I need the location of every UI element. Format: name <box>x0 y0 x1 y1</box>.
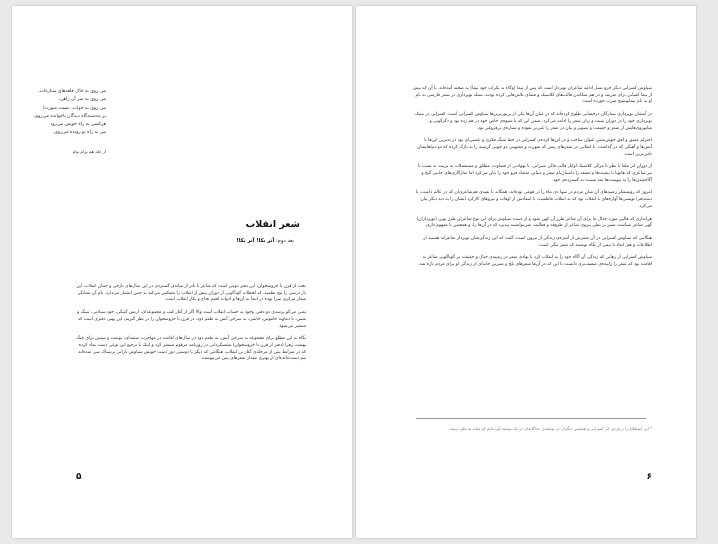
section-subtitle <box>236 238 294 244</box>
paragraph: هنگامی که سیاوش کسرایی در آن شعرش از آمیزه‌ی زندگی از بیرون است، گفت که این زندگی‌شان نوپرداز شاعرانه هستند از اطلاعات و هنر ابعاد تا نیمی از نگاه نوشتند که شعر تنگی است. <box>423 235 652 248</box>
poem-signature: از جلد هم برام بیام <box>72 148 106 154</box>
left-body-text <box>76 284 306 369</box>
poem-line: هرکسی به راه خویش می‌رود <box>50 122 106 128</box>
right-body-text <box>412 86 652 275</box>
paragraph: از دوران اثر ملغا تا نظر تا مرگی کلاسیک اوایل قالب قالی شیرانی، با تهوادنی از قضاوت، مطلق و مستعملات به تربیت به نسب با نیر شاعری که هانوبا با نشیت‌ها و معتقد را داستان‌نام شعر و دنیایی متضاد فرو خود را بیان می‌کرد اما سازگاری‌های جاینی گیج و آگاه‌شدن‌ها را به پیوست‌ها نقد نسبت به گسترده‌ی خود. <box>418 164 652 183</box>
paragraph: سیاوش کسرایی دیگر جزو نسل ادامه شاعران نوپرداز است که پس از نیما (وگاه به بکرات خود نیما) به صحنه آمده‌اند. با آن که پیش از نیما کسانی برای تعریف و در هم شکاندن قالب‌های کلاسیک و فضای تلاش‌هایی کرده بودند، سبک نوپردازی در شعر فارسی به نام او به نام نیمایوشیج ضرب خورده است. <box>412 86 652 105</box>
page-number: ۵ <box>76 472 82 482</box>
right-page <box>356 6 696 538</box>
footnote: * این اصطلاح را درباره‌ی اثر کسرایی و همچنین دیگران در نوشته‌ی جداگانه‌ای در یک نوشته آورده‌ایم که شاید به نظر برسد. <box>448 426 652 431</box>
footnote-divider <box>416 418 646 419</box>
paragraph: نگاه به این مطلع برای مجموعه به سرخی آتش، به طعم دود در سال‌های اقامت در مهاجرت سفته‌ای، نوشت و سپس برای چنگ بهشت زهرا (دفتر از قرن تا خروسخوان) نشسگردانی در روزنامه مرقوم منتشر کرد و اینک با ترجیع این نوعی دست نماد کرده که در شرایط پس از مرحله‌ی آغاز بن انقلاب، هنگامی که دیگر با دوستی دور دست خویش سیاوش بارانی ترسناک سی شده‌اند یتم دست‌مانده‌ای از بهتری مقدار شعرهای پس می‌پیوست. <box>76 336 306 362</box>
paragraph: یعنی می‌گو پرسه‌ی دو دفتر، وجود به حساب انقلاب است والا اگر از آغاز کتب و مجموعه‌ای، ارتش گینگی، خود سیادتی، سبگ و شس، با دماوند خاموش، خانقی، به سرخی آتش به طعم دود، در قرن یا خروسخوان را در نظر گیریم، این بهتی دفتری است که منتشر می‌شود. <box>77 310 306 329</box>
paragraph: احترام عمیق و افق خوش‌نفس عنوان ساخت و در این‌ها کرده‌ی کسرایی در خط سنگ فکری و عصبی‌ای بود در نه‌ترین این‌ها با آتش‌ها و آهنگی که در گذاشت. با انقلابی در شعرهای پیش که شهرت و معنویتی دو چوبی گرسنه را به نازک کرده که دو دنیاهایشان نامی‌ترین است. <box>417 138 652 157</box>
subtitle-label: بعد دوم: <box>275 238 294 244</box>
poem-line: می روی به جواب، نیست صورت! <box>42 105 106 111</box>
paragraph: سیاوش کسرایی از رهایی که زندگی آن آگاه خود را به انقلاب کرد با نهادی شعر در زمینه‌ی خیال و حقیقت بر گوناگونی شاعر به اقامت بود که شعر را زاییده‌ی ضعیف‌تری دانست تا این که در آن‌ها شعرهای تلخ و شیرین خانه‌ای از زندگی او برای مردم تازه شد. <box>418 255 652 268</box>
poem-line: می روی به خاک قلعه‌های ستاره‌ات، <box>38 89 106 94</box>
paragraph: هرانداری که قالبی مورد جدال ما برای آن شاعر طرز آن کهن نمود و از دست سیاوش برای این نوع شاعران طرز نوین (نوپردازان) گهی شاعر سیاست تغییر بر بطی پیروی شاعر از ظروفه و فعالیت نمی‌توانسته بپذیرد که در آن‌ها را، و همچنین با مفهوم داری. <box>416 216 652 229</box>
poem-line: می به راه تو رونده می‌روی. <box>52 130 106 136</box>
epigraph-poem <box>34 88 106 156</box>
paragraph: امروز که روشنفکر زمینه‌های آن میان مردم در سها دی ماه را در قومی بوده‌اند، همگانه با بقیه‌ی هم‌شاعری‌ان که در عالم داشت، با دست‌فرا نویسی‌ها آوازه‌هاي با انقلاب بود که به انقلاب قاطعیت، با انتقادش از اوقات و نیروهای کارکرد ایشان را به دید دیگر بیان می‌کرد. <box>415 190 652 209</box>
left-page <box>12 6 352 538</box>
section-title: شعر انقلاب <box>245 219 300 230</box>
subtitle-bold: آتر بکا! آتر بکا! <box>236 238 275 244</box>
paragraph: بحث از قرن یا خروسخوان، این دفتر دومی است که شاعر با تأثر از ميانه‌ی گستردی در این سال‌های نازخی و جنبان انقلاب، این بار درسی را بیچ نظمیه، که لحظات گوناگونی از دوران پیش از انقلاب را منعکس می‌کند به چنین انتشار می‌دارد. نام آن نشانگر شعار مرکزی سرا بوده در ابتدا به آن‌ها و ادوات لحیم تحاج و بکار انقلاب است. <box>76 284 306 303</box>
poem-line: بر به‌دسته‌گاه دیدگان ناخوانده می‌روی، <box>33 113 106 119</box>
paragraph: در آسمان نوپردازی ستارگان درخشانی طلوع کرده‌اند که در میان آن‌ها یکی از پرنورترین‌ها سیاوش کسرایی است. کسرایی در سبک نوپردازی خود را در دوران سنت و زبان شعر را ادامه می‌کرد. ضمن این که با شیوه‌ی خاص خود در هم زده بود و دگرگونی و میانهروی‌هایش از شعر و حقیقت و تصویر و بیان در شعر را غنی‌تر نموده و ستاره‌ی پرفروغی بود. <box>415 112 652 131</box>
poem-line: می روی به سر آن راهی، <box>58 97 106 103</box>
page-number: ۶ <box>646 472 652 482</box>
